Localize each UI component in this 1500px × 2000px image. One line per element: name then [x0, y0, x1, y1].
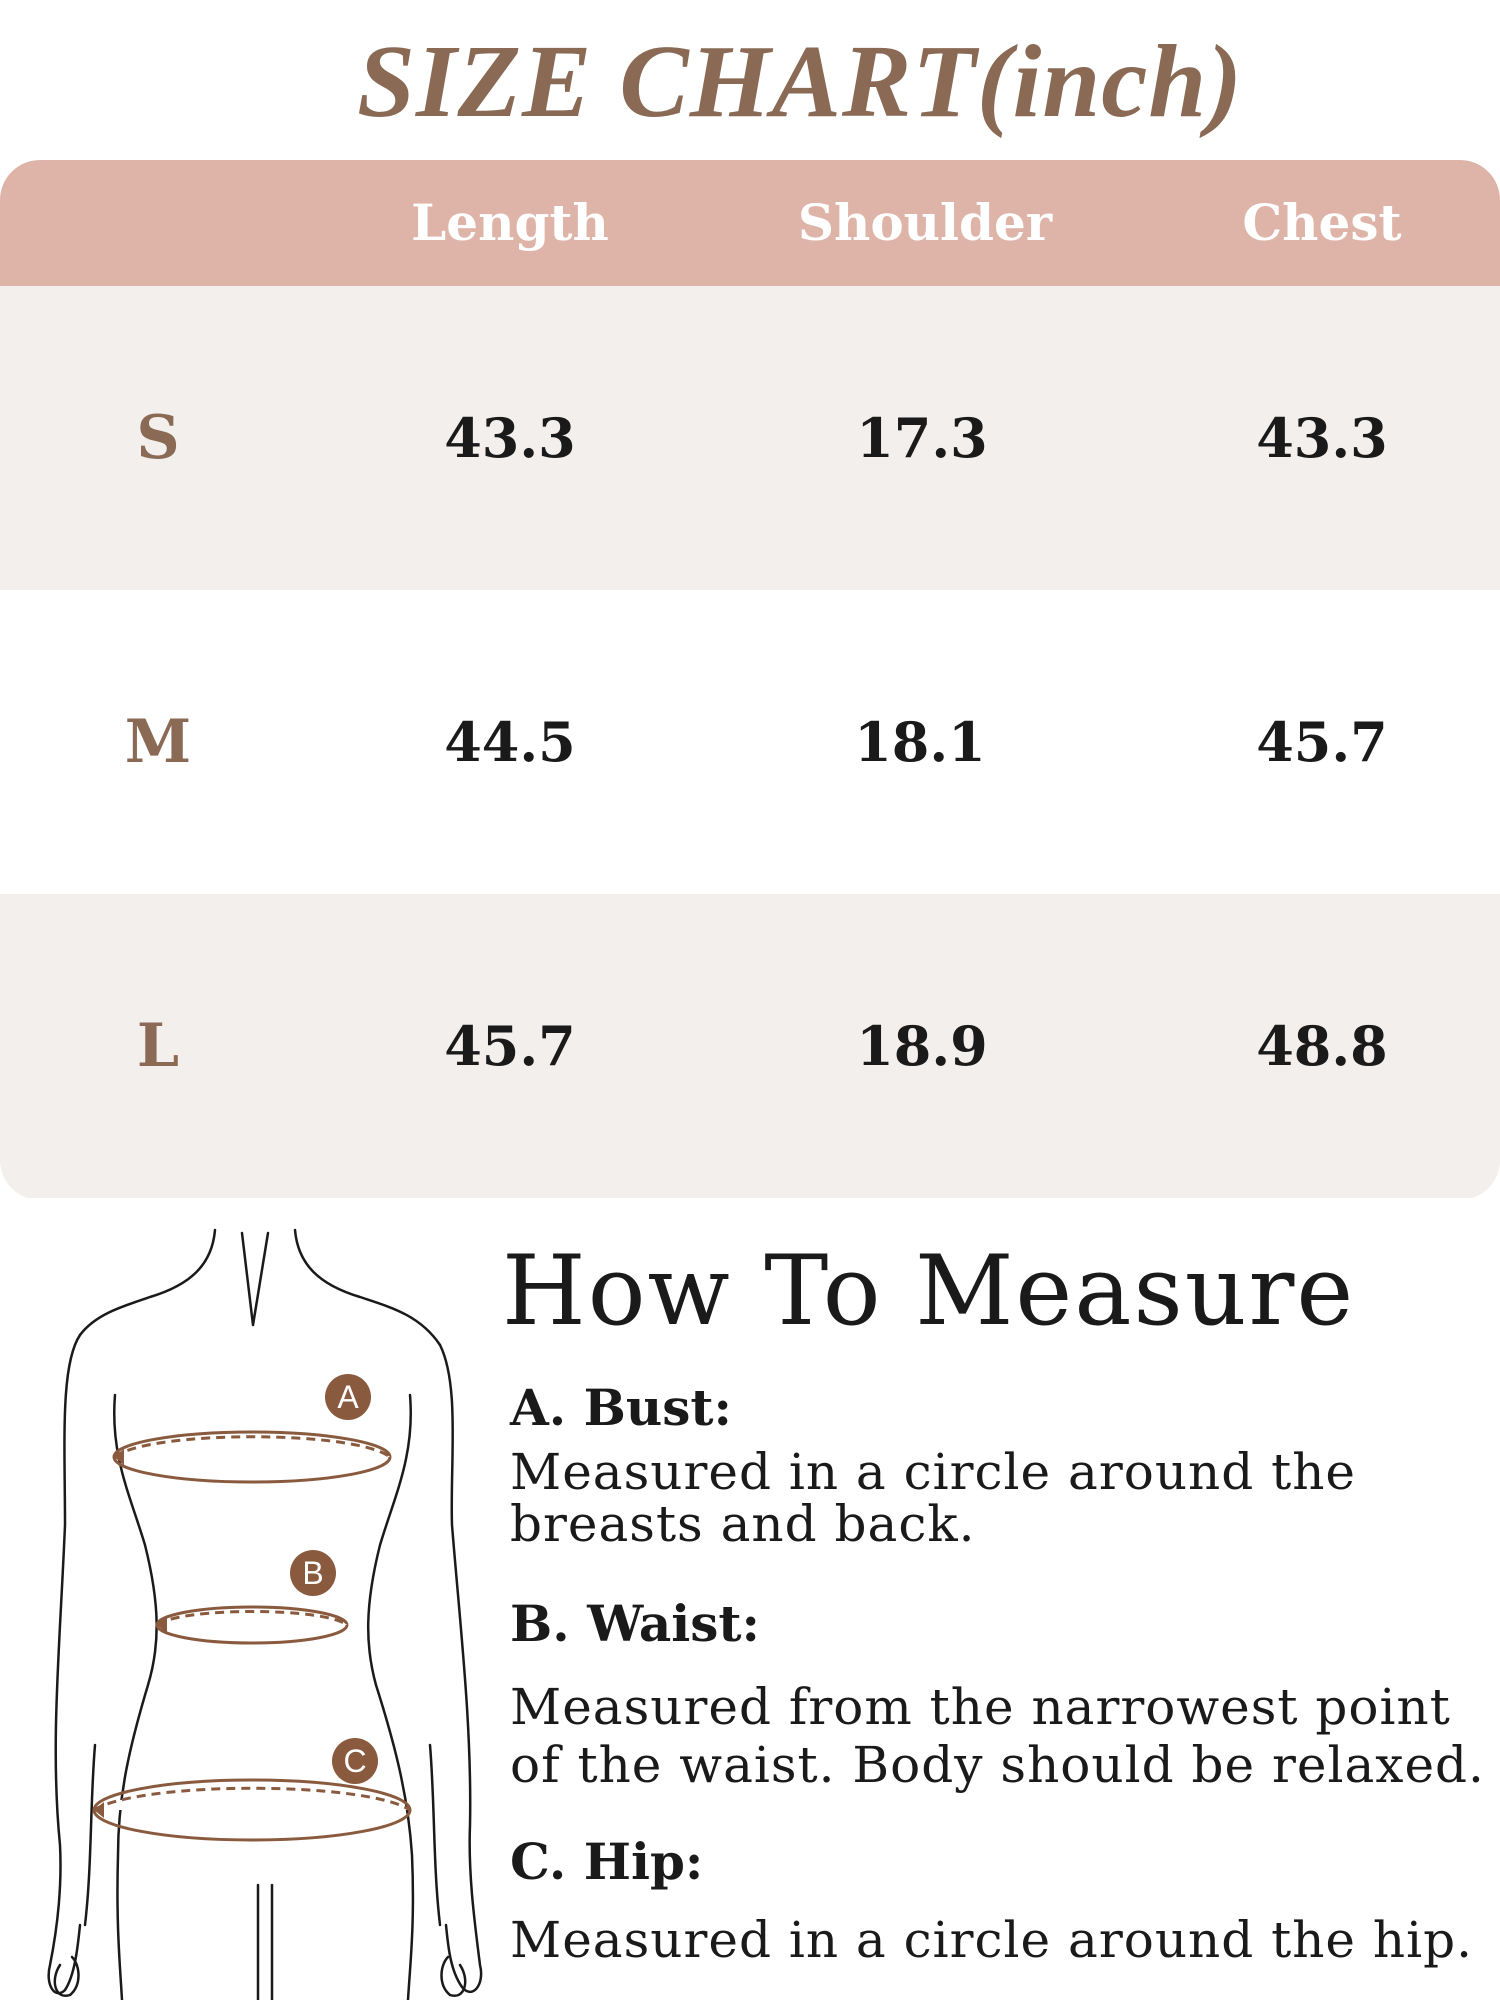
waist-heading: B. Waist:: [510, 1594, 760, 1653]
shoulder-value: 18.1: [854, 710, 986, 774]
bust-description-line: breasts and back.: [510, 1495, 976, 1553]
size-label: L: [136, 1011, 180, 1081]
table-row: [0, 894, 1500, 1198]
column-header-length: Length: [411, 193, 609, 252]
waist-description: [510, 1678, 1500, 1794]
right-arm-outline: [440, 1345, 481, 1992]
marker-a-label: A: [337, 1379, 359, 1415]
torso-left-outline: [114, 1395, 156, 2000]
waist-description-line: of the waist. Body should be relaxed.: [510, 1736, 1485, 1794]
hip-heading: C. Hip:: [510, 1832, 704, 1891]
how-to-measure-title: How To Measure: [502, 1235, 1356, 1347]
left-inner-arm: [85, 1745, 95, 1925]
column-header-chest: Chest: [1242, 193, 1402, 252]
bust-description: [510, 1443, 1500, 1553]
marker-c: [332, 1738, 378, 1784]
torso-right-outline: [368, 1395, 413, 2000]
size-chart-table: [0, 160, 1500, 1200]
length-value: 45.7: [444, 1014, 576, 1078]
left-arm-outline: [49, 1335, 80, 1993]
waist-description-line: Measured from the narrowest point: [510, 1678, 1451, 1736]
neck-right-outline: [295, 1230, 440, 1345]
marker-a: [325, 1374, 371, 1420]
marker-b-label: B: [302, 1555, 324, 1591]
chest-value: 45.7: [1256, 710, 1388, 774]
bust-heading: A. Bust:: [510, 1378, 732, 1437]
left-hand-outline: [55, 1957, 79, 1996]
length-value: 43.3: [444, 406, 576, 470]
leg-divider: [258, 1885, 272, 2000]
length-value: 44.5: [444, 710, 576, 774]
body-measure-figure: [20, 1225, 500, 2000]
neck-left-outline: [80, 1230, 215, 1335]
shoulder-value: 17.3: [856, 406, 988, 470]
page-title: SIZE CHART(inch): [357, 24, 1243, 139]
chest-value: 48.8: [1256, 1014, 1388, 1078]
size-label: S: [136, 403, 180, 473]
hip-dashed-line: [94, 1788, 410, 1810]
hip-description-line: Measured in a circle around the hip.: [510, 1911, 1474, 1969]
column-header-shoulder: Shoulder: [797, 193, 1053, 252]
marker-b: [290, 1550, 336, 1596]
hip-description: [510, 1911, 1500, 1969]
right-hand-outline: [442, 1957, 466, 1996]
table-header: [0, 160, 1500, 286]
table-row: [0, 286, 1500, 590]
chest-value: 43.3: [1256, 406, 1388, 470]
bust-description-line: Measured in a circle around the: [510, 1443, 1357, 1501]
shoulder-value: 18.9: [856, 1014, 988, 1078]
size-label: M: [124, 707, 192, 777]
table-row: [0, 590, 1500, 894]
marker-c-label: C: [343, 1743, 367, 1779]
collar-line: [242, 1233, 268, 1325]
right-inner-arm: [430, 1745, 440, 1925]
